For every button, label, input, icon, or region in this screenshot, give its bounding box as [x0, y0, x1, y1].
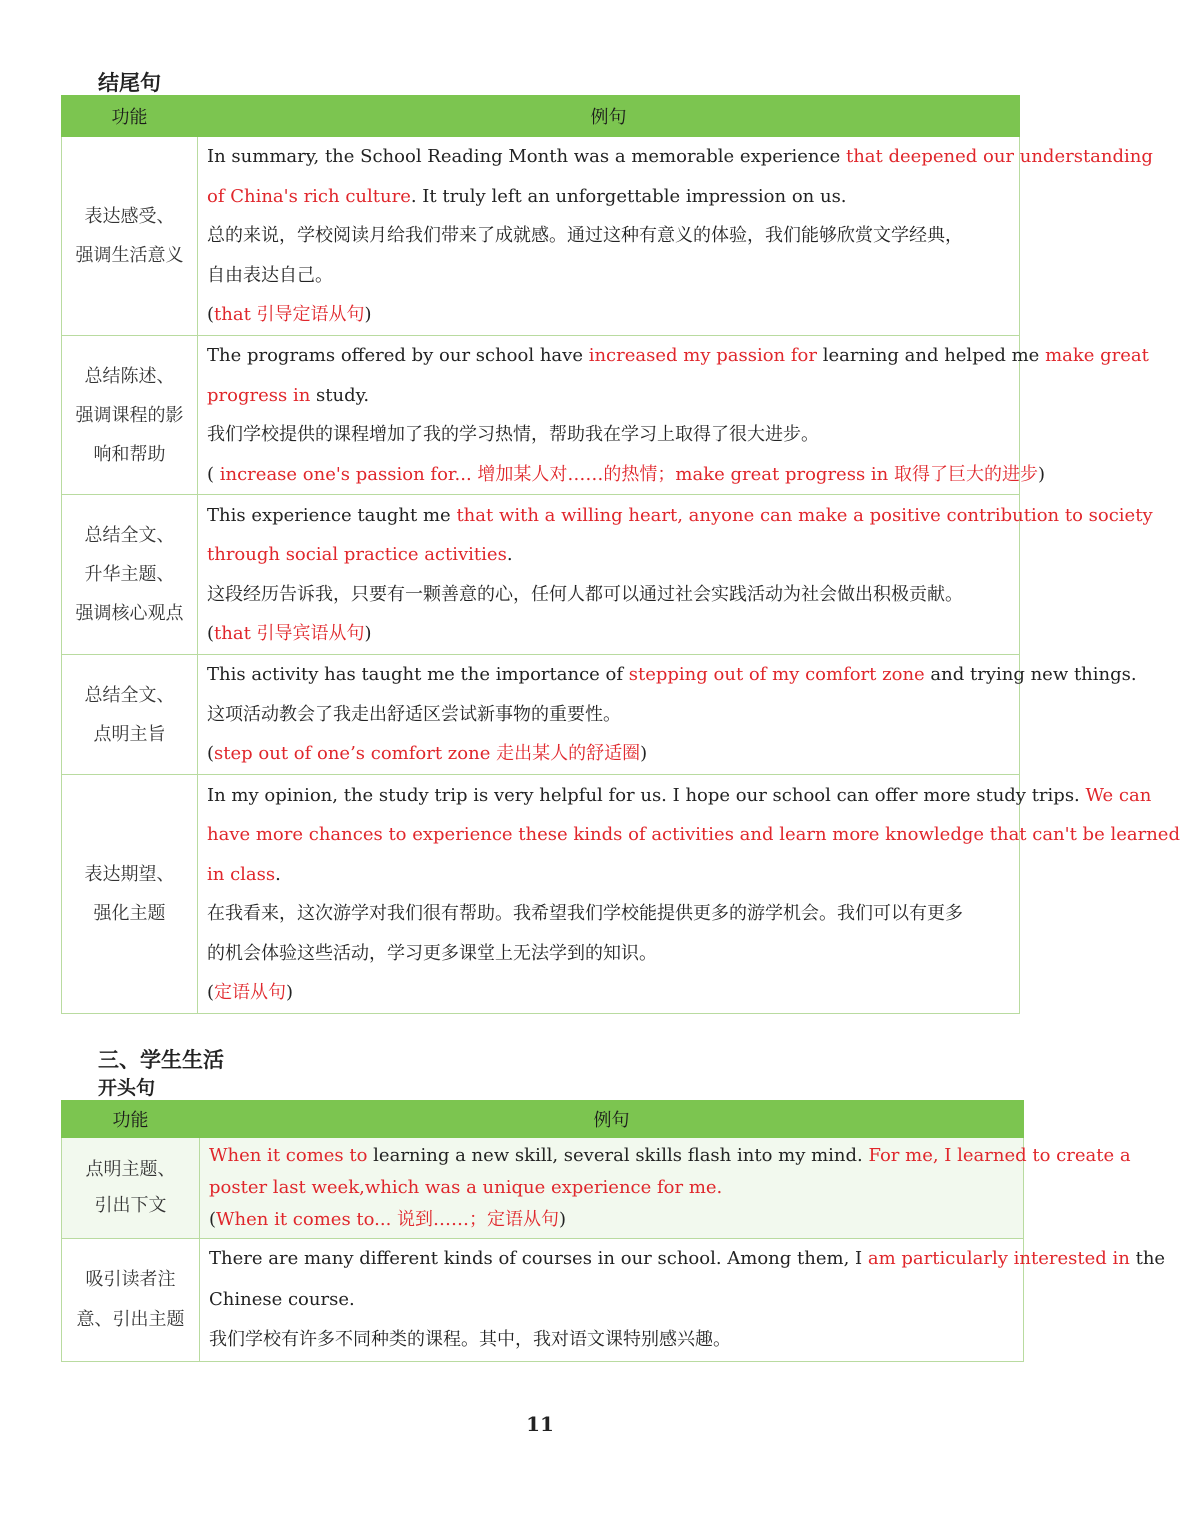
example-line — [207, 776, 1152, 816]
body-text: ( — [207, 982, 215, 1003]
section-heading-closing: 结尾句 — [98, 71, 161, 95]
body-text: ) — [286, 982, 294, 1003]
highlight-text: 定语从句 — [214, 982, 287, 1003]
function-line: 强调课程的影 — [75, 404, 184, 426]
body-text: 我们学校提供的课程增加了我的学习热情，帮助我在学习上取得了很大进步。 — [207, 424, 819, 445]
body-text: learning a new skill, several skills flash into my mind. — [367, 1145, 869, 1166]
example-line — [207, 734, 1019, 774]
example-line — [207, 376, 1019, 416]
function-cell — [62, 1138, 200, 1239]
body-text: ) — [364, 623, 372, 644]
body-text: . — [275, 863, 281, 885]
function-cell — [62, 336, 198, 495]
highlight-text: When it comes to — [209, 1145, 368, 1166]
highlight-text: increased my passion for — [588, 345, 817, 366]
highlight-text: that 引导宾语从句 — [214, 623, 365, 644]
function-line: 升华主题、 — [84, 564, 175, 585]
example-line — [207, 177, 1019, 217]
example-line — [207, 894, 1019, 934]
body-text: the — [1129, 1248, 1166, 1270]
highlight-text: We can — [1085, 784, 1152, 806]
function-line: 吸引读者注 — [85, 1269, 176, 1290]
function-line: 总结全文、 — [84, 684, 175, 706]
function-line: 强化主题 — [93, 903, 166, 924]
example-cell — [198, 655, 1137, 775]
example-line — [207, 575, 1019, 615]
body-text: ( — [207, 463, 220, 485]
example-line — [209, 1239, 1166, 1280]
example-line — [207, 336, 1149, 376]
column-header-function: 功能 — [62, 96, 198, 137]
highlight-text: poster last week,which was a unique experience for me. — [209, 1177, 723, 1198]
highlight-text: that with a willing heart, anyone can make a positive contribution to society — [456, 504, 1153, 526]
example-line — [207, 256, 1019, 296]
body-text: ( — [207, 623, 215, 644]
example-line — [209, 1320, 1023, 1361]
highlight-text: that 引导定语从句 — [214, 304, 365, 326]
table-row — [62, 1138, 1024, 1239]
example-line — [207, 137, 1153, 177]
highlight-text: am particularly interested in — [867, 1248, 1130, 1270]
body-text: 自由表达自己。 — [207, 264, 333, 286]
example-line — [207, 295, 1019, 335]
body-text: ) — [1037, 463, 1046, 485]
function-line: 引出下文 — [94, 1195, 167, 1216]
column-header-example: 例句 — [198, 96, 1020, 137]
body-text: This experience taught me — [207, 504, 457, 526]
function-cell — [62, 495, 198, 655]
function-line: 点明主题、 — [85, 1159, 176, 1180]
example-line — [207, 695, 1019, 735]
body-text: In summary, the School Reading Month was a memorable experience — [207, 146, 846, 168]
example-cell — [198, 775, 1180, 1014]
body-text: ( — [207, 743, 215, 765]
example-cell — [198, 495, 1153, 655]
example-line — [207, 415, 1019, 455]
function-line: 点明主旨 — [93, 723, 166, 745]
function-line: 响和帮助 — [93, 443, 166, 465]
body-text: 这段经历告诉我，只要有一颗善意的心，任何人都可以通过社会实践活动为社会做出积极贡献。 — [207, 583, 963, 605]
column-header-example: 例句 — [200, 1101, 1024, 1138]
function-cell — [62, 775, 198, 1014]
function-cell — [62, 655, 198, 775]
example-line — [207, 973, 1019, 1013]
section-heading-opening: 开头句 — [98, 1077, 156, 1099]
function-cell — [62, 1239, 200, 1362]
example-line — [209, 1280, 1023, 1321]
example-line — [207, 455, 1046, 495]
example-cell — [200, 1138, 1131, 1239]
body-text: There are many different kinds of courses in our school. Among them, I — [209, 1248, 868, 1270]
body-text: In my opinion, the study trip is very helpful for us. I hope our school can offer more study trips. — [207, 784, 1086, 806]
function-line: 表达感受、 — [84, 206, 175, 227]
body-text: 在我看来，这次游学对我们很有帮助。我希望我们学校能提供更多的游学机会。我们可以有更多 — [207, 903, 963, 924]
example-line — [207, 216, 1019, 256]
example-cell — [198, 137, 1153, 336]
example-cell — [200, 1239, 1166, 1362]
function-cell — [62, 137, 198, 336]
example-line — [207, 855, 1019, 895]
highlight-text: have more chances to experience these kinds of activities and learn more knowledge that can't be learned — [207, 824, 1180, 845]
example-line — [207, 496, 1153, 536]
example-line — [209, 1204, 1023, 1236]
example-line — [207, 815, 1180, 855]
example-line — [207, 934, 1019, 974]
page-number: 11 — [526, 1412, 554, 1436]
example-cell — [198, 336, 1149, 495]
closing-sentences-table — [61, 95, 1180, 1014]
body-text: 总的来说，学校阅读月给我们带来了成就感。通过这种有意义的体验，我们能够欣赏文学经典， — [207, 225, 963, 247]
function-line: 强调核心观点 — [75, 603, 184, 624]
table-row — [62, 1239, 1024, 1362]
body-text: ) — [640, 743, 648, 765]
body-text: . — [506, 544, 513, 565]
example-line — [207, 614, 1019, 654]
body-text: ) — [364, 304, 372, 326]
highlight-text: stepping out of my comfort zone — [628, 664, 925, 686]
body-text: ) — [559, 1209, 567, 1230]
function-line: 总结全文、 — [84, 525, 175, 546]
example-line — [207, 535, 1019, 575]
highlight-text: For me, I learned to create a — [868, 1145, 1131, 1166]
highlight-text: that deepened our understanding — [845, 146, 1153, 168]
table-row — [62, 495, 1020, 655]
table-row — [62, 137, 1020, 336]
highlight-text: step out of one’s comfort zone 走出某人的舒适圈 — [214, 743, 641, 765]
highlight-text: of China's rich culture — [207, 185, 411, 207]
function-line: 强调生活意义 — [75, 245, 184, 266]
body-text: 我们学校有许多不同种类的课程。其中，我对语文课特别感兴趣。 — [209, 1329, 731, 1351]
function-line: 意、引出主题 — [76, 1309, 185, 1330]
body-text: The programs offered by our school have — [207, 345, 589, 366]
example-line — [209, 1140, 1131, 1172]
body-text: study. — [310, 384, 370, 406]
body-text: . It truly left an unforgettable impression on us. — [410, 185, 847, 207]
highlight-text: When it comes to... 说到……；定语从句 — [216, 1209, 560, 1230]
example-line — [209, 1172, 1023, 1204]
highlight-text: make great — [1045, 345, 1149, 366]
body-text: learning and helped me — [816, 345, 1046, 366]
example-line — [207, 655, 1137, 695]
body-text: This activity has taught me the importance of — [207, 664, 629, 686]
highlight-text: in class — [207, 863, 276, 885]
body-text: 这项活动教会了我走出舒适区尝试新事物的重要性。 — [207, 703, 621, 725]
column-header-function: 功能 — [62, 1101, 200, 1138]
function-line: 表达期望、 — [84, 864, 175, 885]
body-text: ( — [209, 1209, 217, 1230]
section-title-student-life: 三、学生生活 — [98, 1048, 224, 1072]
body-text: Chinese course. — [209, 1288, 355, 1310]
highlight-text: through social practice activities — [207, 544, 507, 565]
highlight-text: increase one's passion for... 增加某人对……的热情；make great progress in 取得了巨大的进步 — [219, 463, 1038, 485]
table-row — [62, 655, 1020, 775]
body-text: ( — [207, 304, 215, 326]
body-text: 的机会体验这些活动，学习更多课堂上无法学到的知识。 — [207, 942, 657, 964]
function-line: 总结陈述、 — [84, 365, 175, 387]
table-row — [62, 775, 1020, 1014]
table-row — [62, 336, 1020, 495]
body-text: and trying new things. — [924, 664, 1137, 686]
highlight-text: progress in — [207, 384, 311, 406]
opening-sentences-table — [61, 1100, 1166, 1362]
